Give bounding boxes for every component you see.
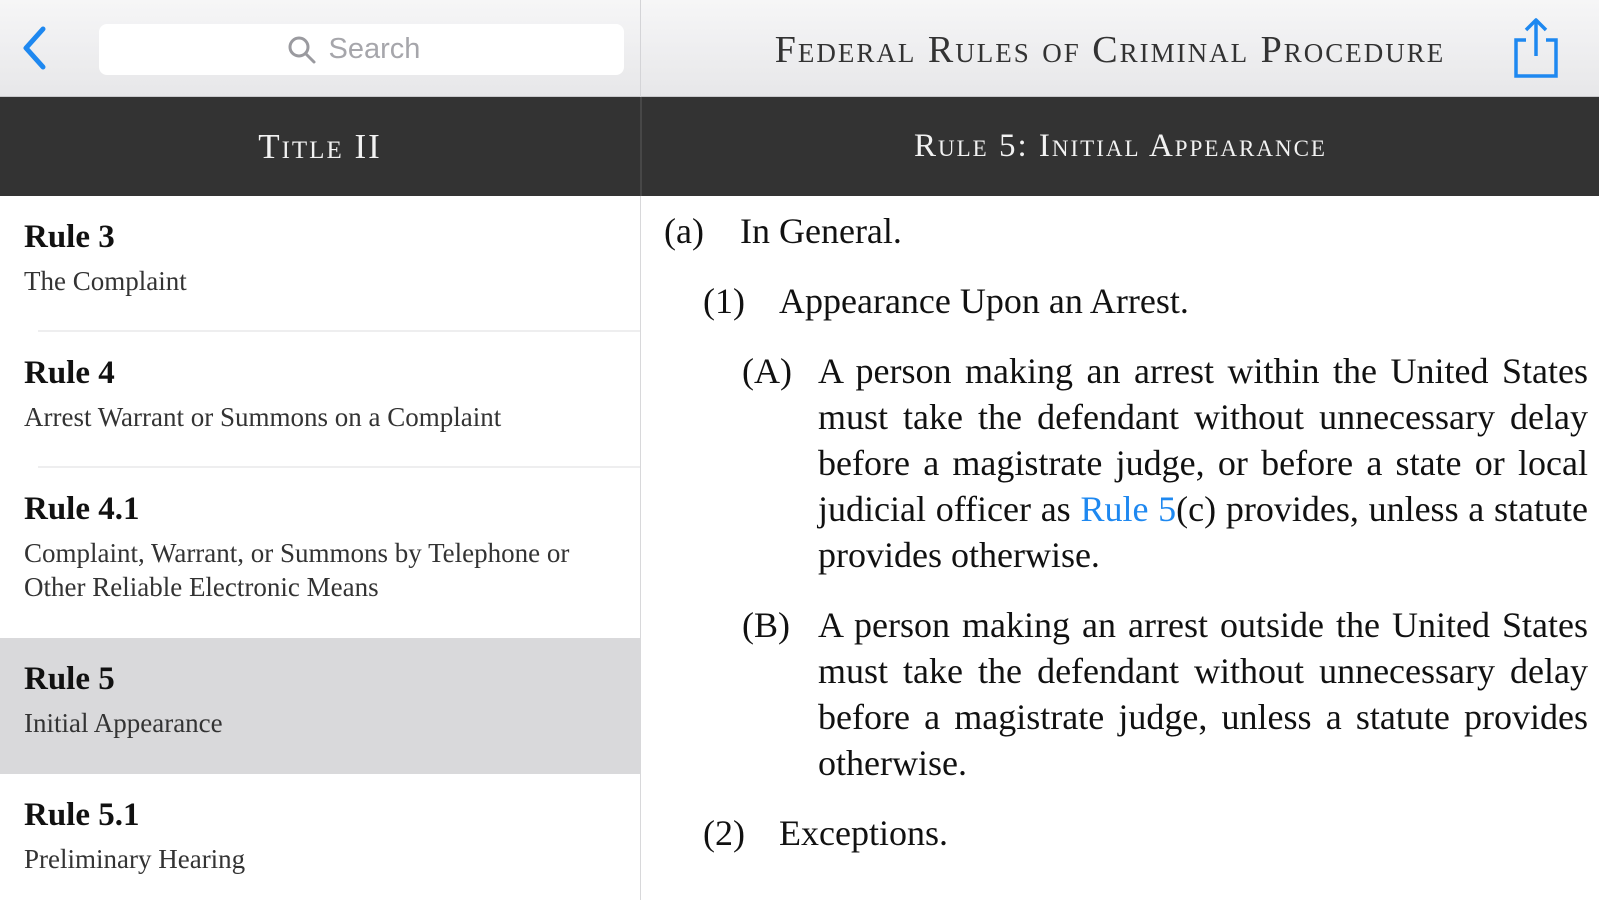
- sidebar-item-desc: Preliminary Hearing: [24, 844, 246, 874]
- subparagraph-marker: (A): [742, 351, 792, 391]
- sidebar-item-rule: Rule 4.1: [24, 491, 140, 527]
- sidebar-item-rule: Rule 5.1: [24, 797, 140, 833]
- paragraph-1: [703, 278, 1189, 324]
- sidebar-item-desc: Arrest Warrant or Summons on a Complaint: [24, 402, 502, 432]
- paragraph-2: [703, 810, 948, 856]
- share-button[interactable]: [1508, 16, 1564, 80]
- sidebar-item-rule-4[interactable]: [0, 332, 640, 468]
- rules-sidebar: [0, 196, 641, 900]
- subparagraph-text: [818, 348, 1588, 578]
- paragraph-marker: (2): [703, 813, 745, 853]
- search-input[interactable]: [327, 32, 437, 67]
- search-icon: [287, 35, 317, 65]
- sidebar-item-desc: Complaint, Warrant, or Summons by Telephone or Other Reliable Electronic Means: [24, 538, 570, 602]
- sidebar-item-desc: The Complaint: [24, 266, 187, 296]
- share-icon: [1508, 16, 1564, 80]
- sidebar-item-rule: Rule 4: [24, 355, 115, 391]
- topbar-divider: [640, 0, 641, 97]
- subparagraph-marker: (B): [742, 605, 790, 645]
- rule-5-link[interactable]: Rule 5: [1080, 489, 1177, 529]
- paragraph-marker: (1): [703, 281, 745, 321]
- rule-content: [642, 196, 1599, 900]
- text-segment: (c) provides, unless a statute provides otherwise.: [818, 489, 1588, 575]
- sidebar-item-desc: Initial Appearance: [24, 708, 223, 738]
- chevron-left-icon: [21, 25, 47, 71]
- search-field[interactable]: [99, 24, 624, 75]
- document-title: Federal Rules of Criminal Procedure: [774, 29, 1446, 71]
- sidebar-item-rule-5-1[interactable]: [0, 774, 640, 900]
- sidebar-section-title: Title II: [258, 126, 382, 166]
- subparagraph-B: [742, 602, 1588, 786]
- subsection-marker: (a): [664, 211, 704, 251]
- sidebar-item-rule-5[interactable]: [0, 638, 640, 774]
- sidebar-item-rule: Rule 3: [24, 219, 115, 255]
- subparagraph-text: A person making an arrest outside the United States must take the defendant without unnecessary delay before a magistrate judge, unless a statute provides otherwise.: [818, 605, 1588, 783]
- top-navigation-bar: [0, 0, 1599, 97]
- subparagraph-A: [742, 348, 1588, 578]
- sidebar-item-rule-3[interactable]: [0, 196, 640, 332]
- section-header-bar: [0, 97, 1599, 196]
- paragraph-heading: Appearance Upon an Arrest.: [779, 281, 1189, 321]
- subsection-a: [664, 208, 902, 254]
- rule-heading: Rule 5: Initial Appearance: [914, 128, 1327, 164]
- subsection-heading: In General.: [740, 211, 902, 251]
- paragraph-heading: Exceptions.: [779, 813, 948, 853]
- back-button[interactable]: [14, 22, 54, 74]
- sidebar-item-rule: Rule 5: [24, 661, 115, 697]
- sidebar-item-rule-4-1[interactable]: [0, 468, 640, 638]
- text-segment: A person making an arrest within the United States must take the defendant without unnecessary delay before a magistrate judge, or before a state or local judicial officer as: [818, 351, 1588, 529]
